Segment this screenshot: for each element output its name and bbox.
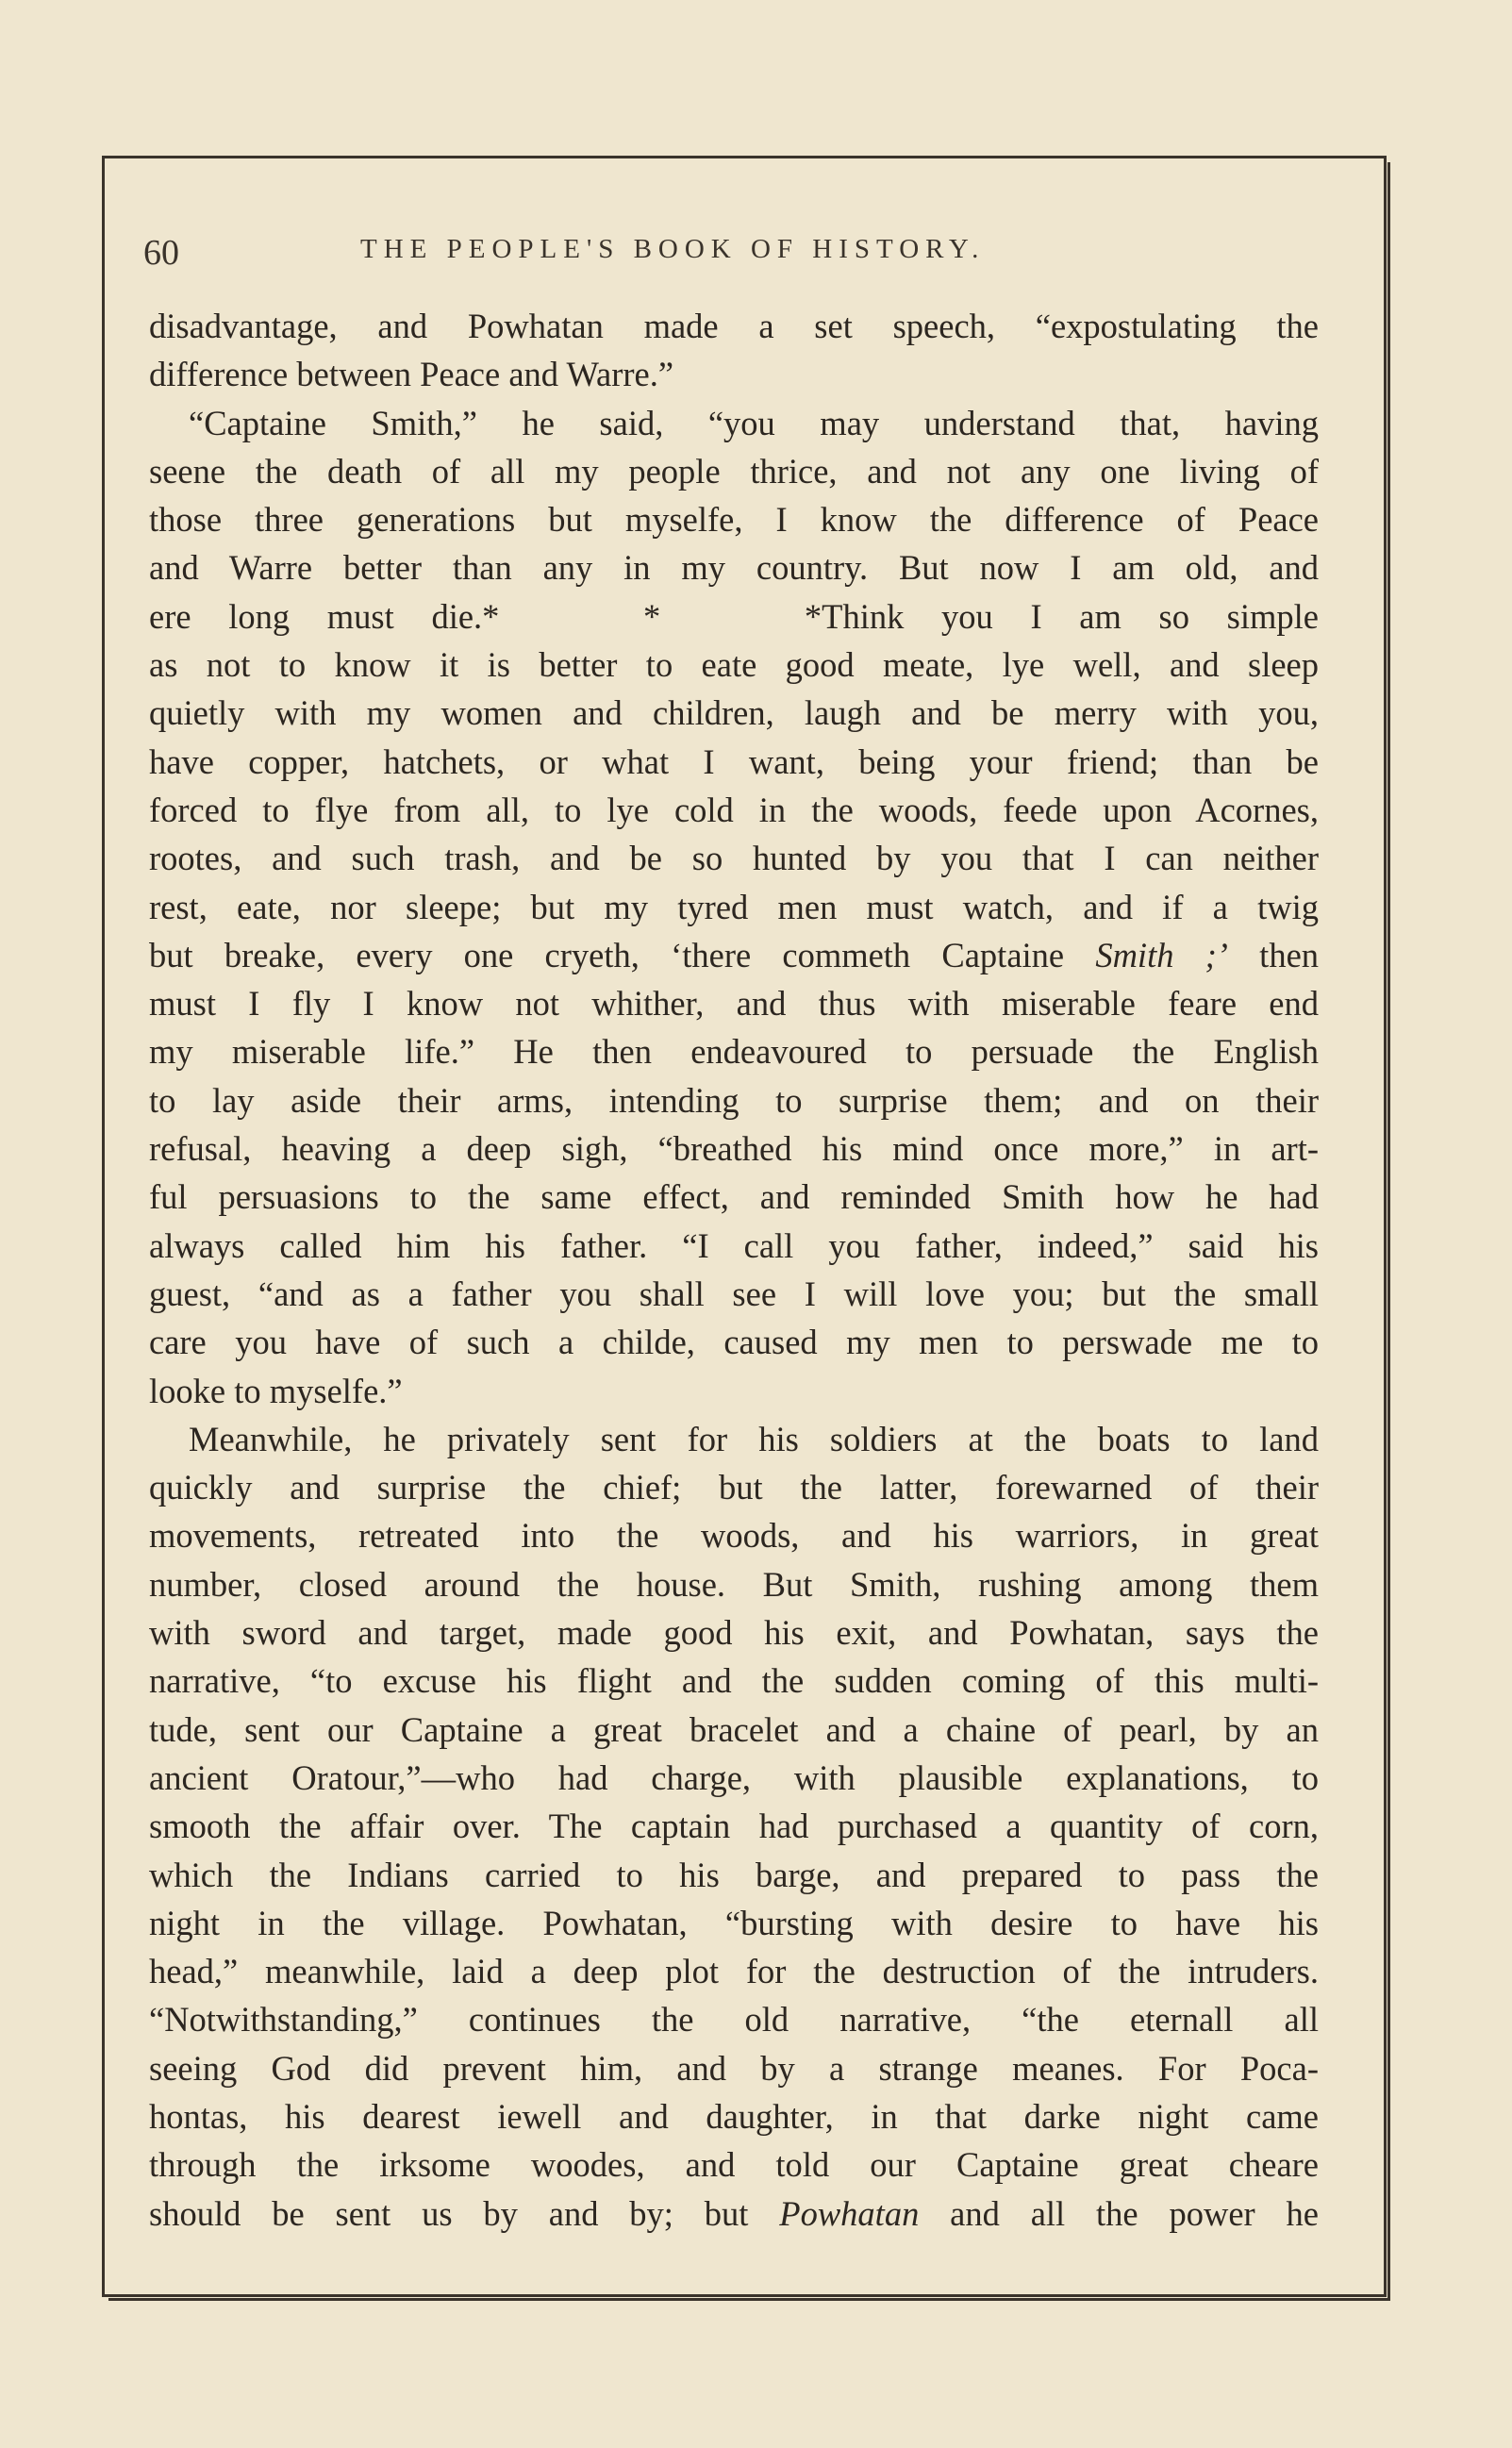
text-line: movements, retreated into the woods, and his warriors, in great [149, 1516, 1319, 1556]
text-fragment: ere long must die. [149, 596, 483, 636]
text-line: care you have of such a childe, caused my men to perswade me to [149, 1323, 1319, 1362]
ellipsis-asterisks: * * * [482, 596, 822, 636]
page-number: 60 [143, 233, 179, 273]
text-line: with sword and target, made good his exit, and Powhatan, says the [149, 1613, 1319, 1653]
text-line: disadvantage, and Powhatan made a set speech, “expostulating the [149, 307, 1319, 345]
text-fragment: Think you I am so simple [822, 596, 1319, 636]
text-line: have copper, hatchets, or what I want, being your friend; than be [149, 741, 1319, 781]
text-line: quietly with my women and children, laugh and be merry with you, [149, 693, 1319, 733]
text-line: and Warre better than any in my country. But now I am old, and [149, 548, 1319, 588]
text-line: “Notwithstanding,” continues the old narrative, “the eternall all [149, 2000, 1319, 2040]
italic-name: Powhatan [779, 2193, 920, 2233]
text-line: refusal, heaving a deep sigh, “breathed his mind once more,” in art- [149, 1129, 1319, 1169]
text-line: rootes, and such trash, and be so hunted by you that I can neither [149, 839, 1319, 878]
text-line: must I fly I know not whither, and thus with miserable feare end [149, 984, 1319, 1024]
text-fragment: and all the power he [950, 2193, 1319, 2233]
text-line [149, 592, 1319, 641]
text-line: hontas, his dearest iewell and daughter, in that darke night came [149, 2096, 1319, 2136]
text-line: guest, “and as a father you shall see I will love you; but the small [149, 1274, 1319, 1313]
text-line: difference between Peace and Warre.” [149, 355, 674, 394]
text-line: ancient Oratour,”—who had charge, with plausible explanations, to [149, 1757, 1319, 1797]
text-line: which the Indians carried to his barge, and prepared to pass the [149, 1855, 1319, 1894]
text-line: quickly and surprise the chief; but the latter, forewarned of their [149, 1468, 1319, 1507]
text-line: rest, eate, nor sleepe; but my tyred men must watch, and if a twig [149, 887, 1319, 926]
text-line: always called him his father. “I call you father, indeed,” said his [149, 1225, 1319, 1265]
text-line: those three generations but myselfe, I know the difference of Peace [149, 500, 1319, 540]
text-line: night in the village. Powhatan, “bursting with desire to have his [149, 1903, 1319, 1942]
text-line [149, 931, 1319, 979]
text-line: seeing God did prevent him, and by a strange meanes. For Poca- [149, 2048, 1319, 2088]
text-line: smooth the affair over. The captain had purchased a quantity of corn, [149, 1807, 1319, 1846]
italic-name: Smith ;’ [1095, 935, 1228, 974]
text-line: Meanwhile, he privately sent for his soldiers at the boats to land [189, 1419, 1319, 1458]
text-line: seene the death of all my people thrice, and not any one living of [149, 451, 1319, 491]
text-line: tude, sent our Captaine a great bracelet and a chaine of pearl, by an [149, 1709, 1319, 1749]
running-header [143, 225, 1322, 281]
text-line: to lay aside their arms, intending to surprise them; and on their [149, 1080, 1319, 1120]
text-fragment: then [1259, 935, 1320, 974]
text-line [149, 2190, 1319, 2238]
text-fragment: should be sent us by and by; but [149, 2193, 749, 2233]
text-line: through the irksome woodes, and told our Captaine great cheare [149, 2145, 1319, 2185]
text-line: narrative, “to excuse his flight and the sudden coming of this multi- [149, 1661, 1319, 1701]
text-line: number, closed around the house. But Smith, rushing among them [149, 1564, 1319, 1604]
text-line: head,” meanwhile, laid a deep plot for the destruction of the intruders. [149, 1952, 1319, 1991]
body-text [149, 302, 1319, 2238]
text-line: looke to myselfe.” [149, 1371, 403, 1410]
text-fragment: but breake, every one cryeth, ‘there commeth Captaine [149, 935, 1065, 974]
text-line: forced to flye from all, to lye cold in the woods, feede upon Acornes, [149, 790, 1319, 829]
text-line: “Captaine Smith,” he said, “you may understand that, having [189, 403, 1319, 442]
running-title: THE PEOPLE'S BOOK OF HISTORY. [360, 234, 986, 264]
text-line: as not to know it is better to eate good meate, lye well, and sleep [149, 645, 1319, 685]
text-line: my miserable life.” He then endeavoured to persuade the English [149, 1032, 1319, 1072]
text-line: ful persuasions to the same effect, and reminded Smith how he had [149, 1177, 1319, 1217]
